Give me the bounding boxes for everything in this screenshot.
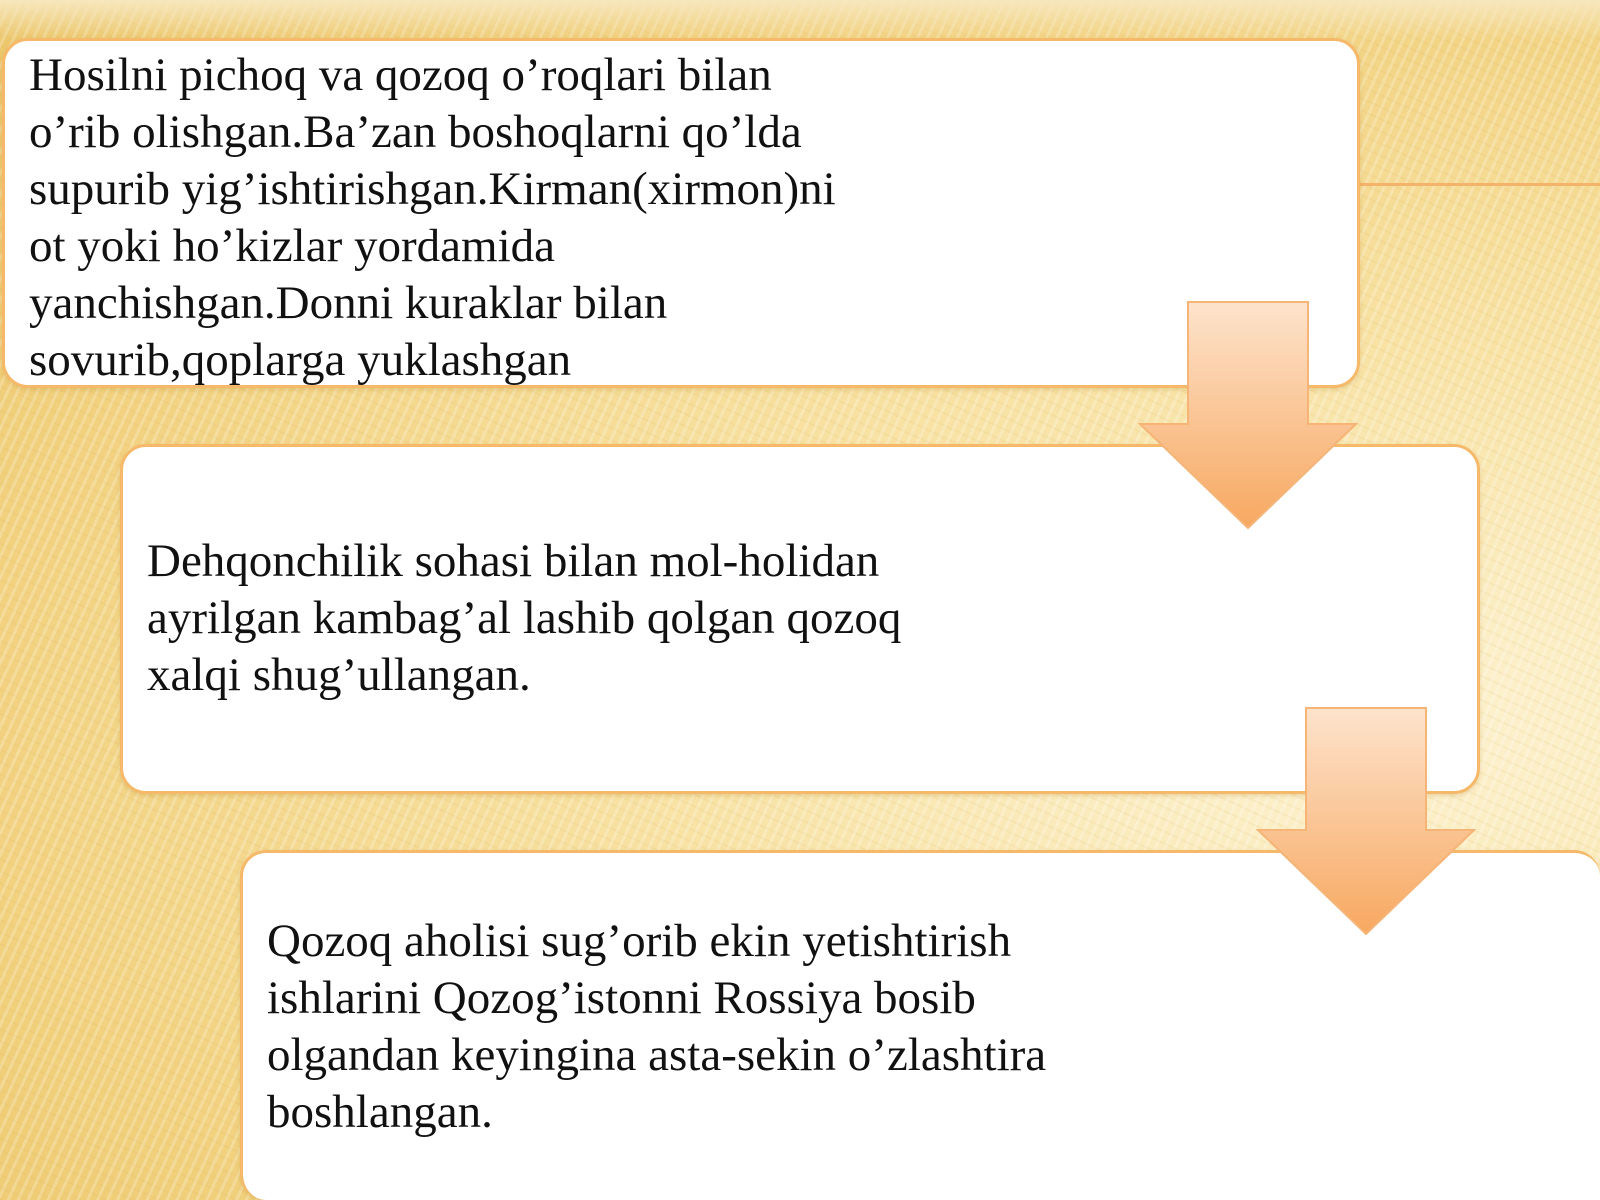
step-text-3: Qozoq aholisi sug’orib ekin yetishtirish ishlarini Qozog’istonni Rossiya bosib olgandan keyingina asta-sekin o’zlashtira boshlangan.: [267, 915, 1047, 1138]
step-text-2: Dehqonchilik sohasi bilan mol-holidan ayrilgan kambag’al lashib qolgan qozoq xalqi shug’ullangan.: [147, 535, 902, 701]
down-arrow-icon-1: [1138, 300, 1358, 530]
down-arrow-icon-2: [1256, 706, 1476, 936]
step-text-1: Hosilni pichoq va qozoq o’roqlari bilan o’rib olishgan.Ba’zan boshoqlarni qo’lda supurib yig’ishtirishgan.Kirman(xirmon)ni ot yoki ho’kizlar yordamida yanchishgan.Donni kuraklar bilan sovurib,qoplarga yuklashgan: [29, 49, 836, 386]
connector-line: [1360, 183, 1600, 186]
background-band: [0, 0, 1600, 40]
